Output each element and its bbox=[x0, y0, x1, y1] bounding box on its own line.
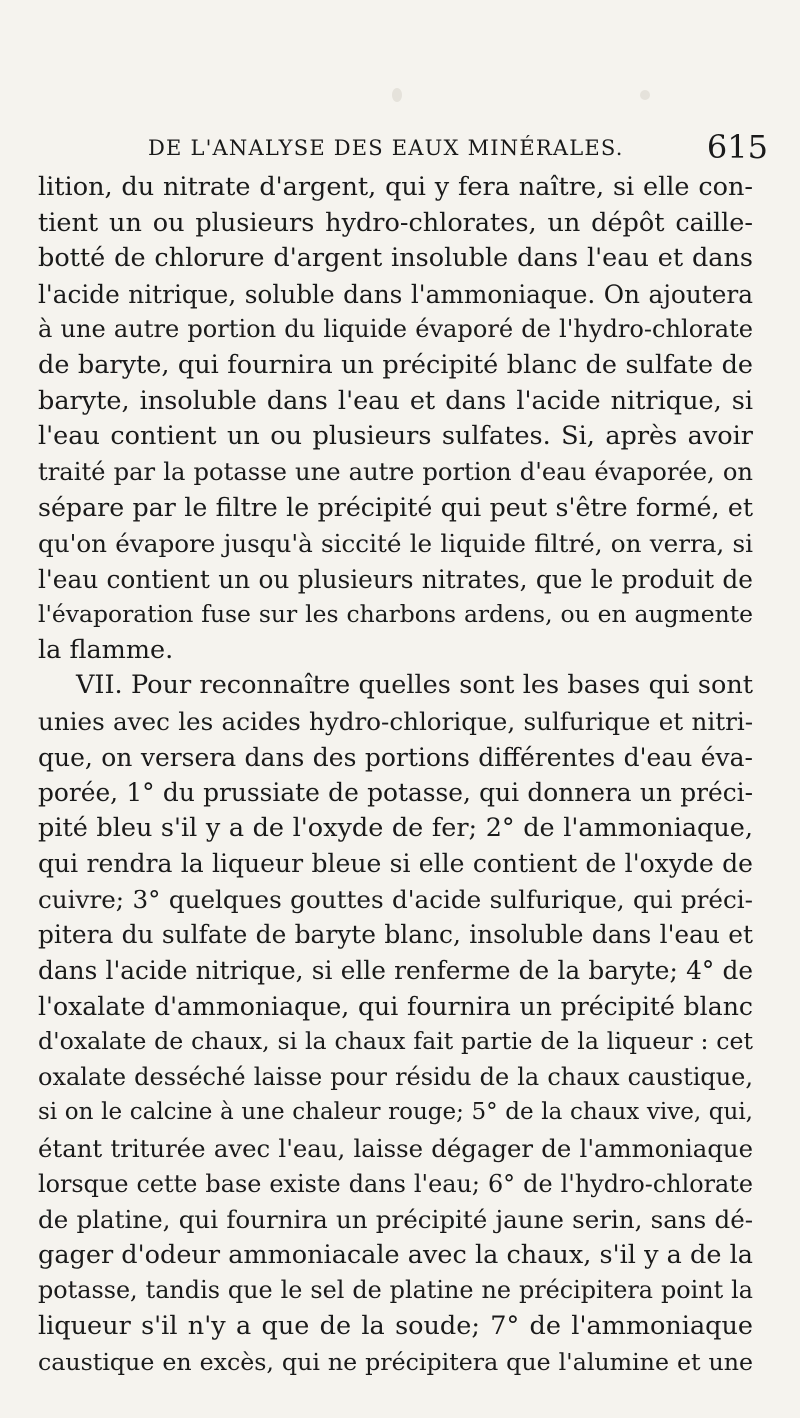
text-line: sépare par le filtre le précipité qui peut s'être formé, et bbox=[38, 493, 753, 523]
text-line: unies avec les acides hydro-chlorique, sulfurique et nitri- bbox=[38, 706, 753, 736]
text-line: d'oxalate de chaux, si la chaux fait partie de la liqueur : cet bbox=[38, 1027, 753, 1056]
text-line: la flamme. bbox=[38, 634, 174, 665]
text-line: de baryte, qui fournira un précipité blanc de sulfate de bbox=[38, 349, 753, 380]
text-line: oxalate desséché laisse pour résidu de la chaux caustique, bbox=[38, 1062, 753, 1091]
text-line: étant triturée avec l'eau, laisse dégager de l'ammoniaque bbox=[38, 1134, 753, 1164]
page-header bbox=[148, 128, 768, 172]
text-line: lition, du nitrate d'argent, qui y fera naître, si elle con- bbox=[38, 172, 753, 202]
text-line: si on le calcine à une chaleur rouge; 5° de la chaux vive, qui, bbox=[38, 1099, 753, 1126]
text-line: de platine, qui fournira un précipité jaune serin, sans dé- bbox=[38, 1205, 753, 1235]
text-line: qu'on évapore jusqu'à siccité le liquide filtré, on verra, si bbox=[38, 528, 753, 558]
text-line: l'acide nitrique, soluble dans l'ammoniaque. On ajoutera bbox=[38, 279, 753, 309]
text-line: lorsque cette base existe dans l'eau; 6° de l'hydro-chlorate bbox=[38, 1169, 753, 1198]
text-line: pité bleu s'il y a de l'oxyde de fer; 2° de l'ammoniaque, bbox=[38, 812, 753, 843]
text-line: caustique en excès, qui ne précipitera que l'alumine et une bbox=[38, 1347, 753, 1376]
text-line: l'eau contient un ou plusieurs nitrates, que le produit de bbox=[38, 564, 753, 594]
text-line: cuivre; 3° quelques gouttes d'acide sulfurique, qui préci- bbox=[38, 884, 753, 914]
text-line: l'eau contient un ou plusieurs sulfates. Si, après avoir bbox=[38, 421, 753, 452]
text-line: qui rendra la liqueur bleue si elle contient de l'oxyde de bbox=[38, 849, 753, 879]
text-line: l'évaporation fuse sur les charbons ardens, ou en augmente bbox=[38, 600, 753, 629]
text-line: liqueur s'il n'y a que de la soude; 7° de l'ammoniaque bbox=[38, 1311, 753, 1341]
text-line: porée, 1° du prussiate de potasse, qui donnera un préci- bbox=[38, 778, 753, 808]
body-text bbox=[38, 170, 753, 1380]
text-line: baryte, insoluble dans l'eau et dans l'acide nitrique, si bbox=[38, 385, 753, 416]
running-title: DE L'ANALYSE DES EAUX MINÉRALES. bbox=[148, 136, 624, 160]
paper-stain bbox=[392, 88, 402, 102]
text-line: que, on versera dans des portions différentes d'eau éva- bbox=[38, 742, 753, 772]
paper-stain bbox=[640, 90, 650, 100]
text-line: botté de chlorure d'argent insoluble dans l'eau et dans bbox=[38, 243, 753, 274]
text-line: gager d'odeur ammoniacale avec la chaux, s'il y a de la bbox=[38, 1239, 753, 1270]
paragraph-start-line: VII. Pour reconnaître quelles sont les bases qui sont bbox=[76, 670, 753, 701]
text-line: potasse, tandis que le sel de platine ne précipitera point la bbox=[38, 1276, 753, 1305]
text-line: tient un ou plusieurs hydro-chlorates, un dépôt caille- bbox=[38, 207, 753, 238]
page-number: 615 bbox=[706, 128, 768, 166]
text-line: l'oxalate d'ammoniaque, qui fournira un précipité blanc bbox=[38, 991, 753, 1021]
text-line: dans l'acide nitrique, si elle renferme de la baryte; 4° de bbox=[38, 956, 753, 986]
text-line: pitera du sulfate de baryte blanc, insoluble dans l'eau et bbox=[38, 920, 753, 950]
text-line: traité par la potasse une autre portion d'eau évaporée, on bbox=[38, 457, 753, 486]
text-line: à une autre portion du liquide évaporé de l'hydro-chlorate bbox=[38, 315, 753, 344]
